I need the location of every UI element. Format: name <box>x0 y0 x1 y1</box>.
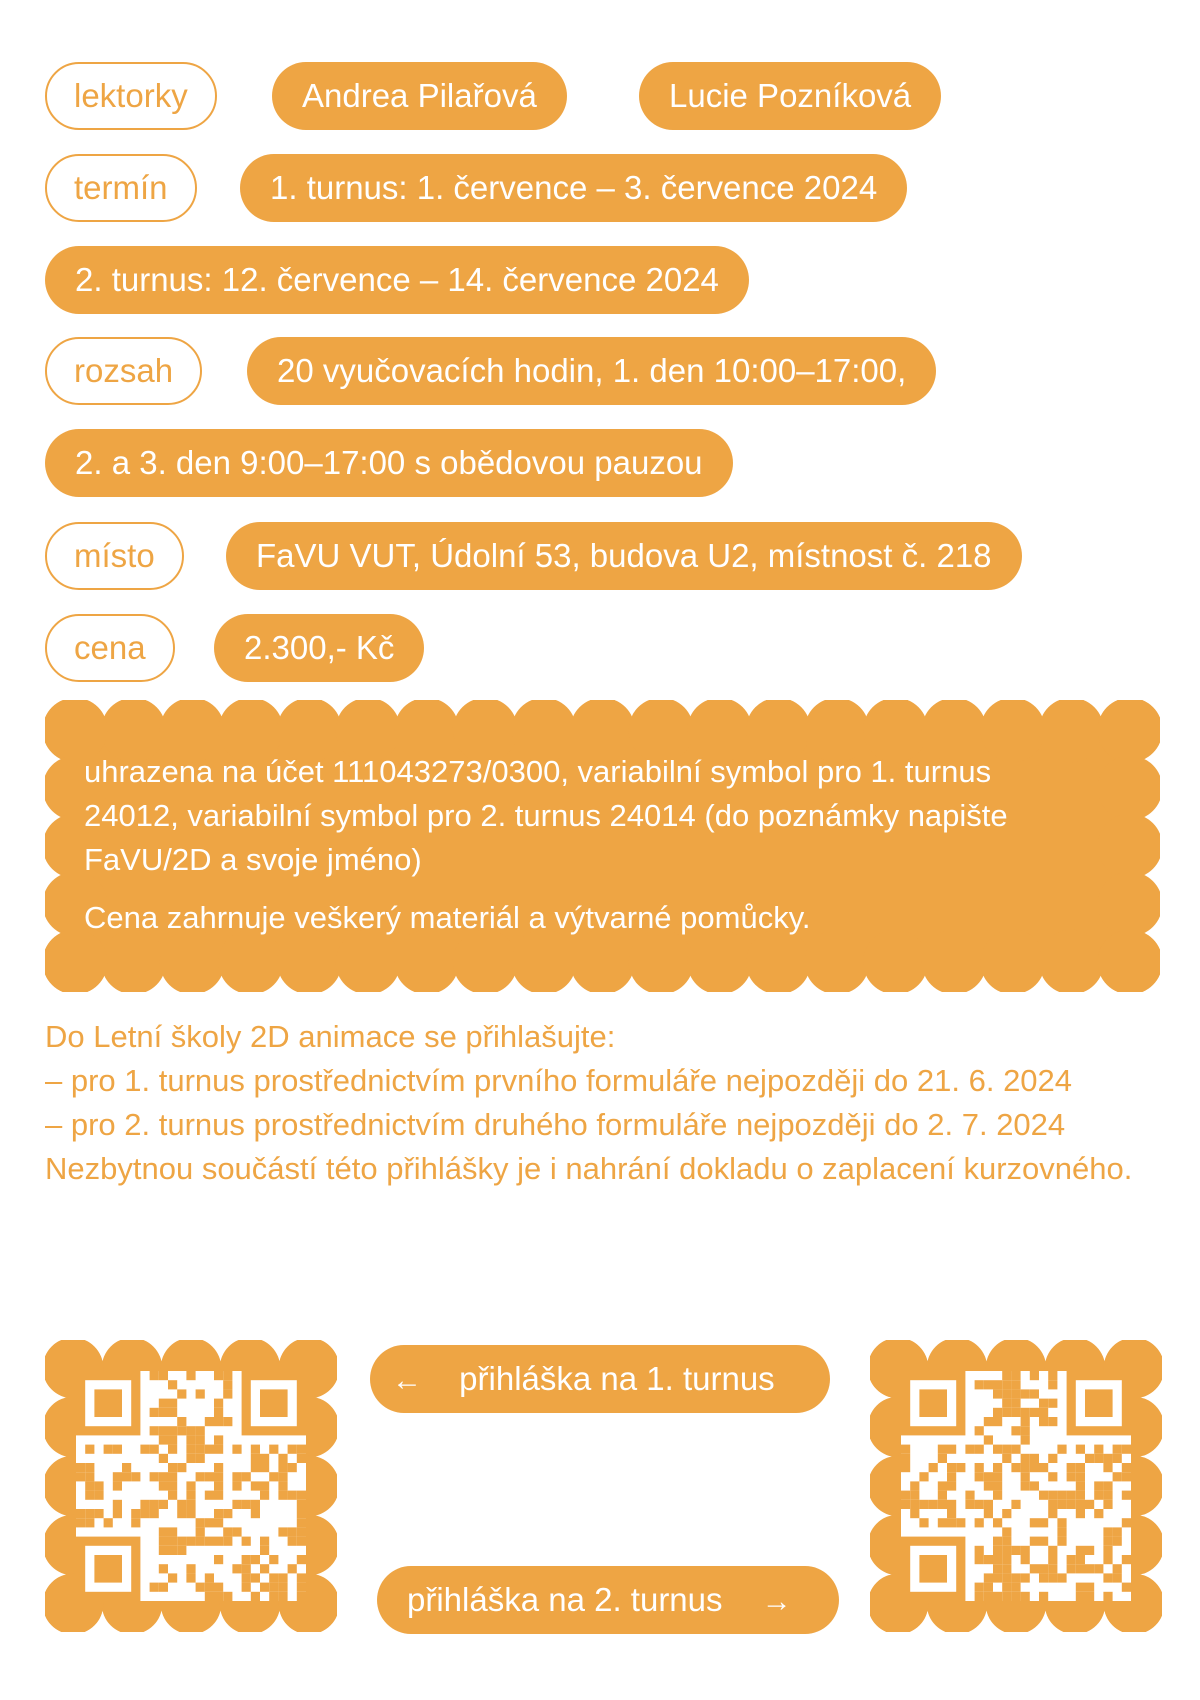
link-prihlaska-turnus-2[interactable] <box>377 1566 839 1634</box>
label-lektorky: lektorky <box>45 62 217 130</box>
label-misto: místo <box>45 522 184 590</box>
label-cena: cena <box>45 614 175 682</box>
payment-includes-text: Cena zahrnuje veškerý materiál a výtvarné pomůcky. <box>84 900 811 935</box>
registration-note: Nezbytnou součástí této přihlášky je i nahrání dokladu o zaplacení kurzovného. <box>45 1151 1133 1186</box>
registration-intro: Do Letní školy 2D animace se přihlašujte: <box>45 1019 616 1054</box>
qr-code-icon <box>76 1371 306 1601</box>
payment-account-text: uhrazena na účet 111043273/0300, variabilní symbol pro 1. turnus 24012, variabilní symbol pro 2. turnus 24014 (do poznámky napište FaVU/2D a svoje jméno) <box>84 754 1008 877</box>
registration-line-2: – pro 2. turnus prostřednictvím druhého formuláře nejpozději do 2. 7. 2024 <box>45 1107 1066 1142</box>
link-prihlaska-turnus-1[interactable] <box>370 1345 830 1413</box>
term-1: 1. turnus: 1. července – 3. července 2024 <box>240 154 907 222</box>
place: FaVU VUT, Údolní 53, budova U2, místnost č. 218 <box>226 522 1022 590</box>
lecturer-2: Lucie Pozníková <box>639 62 941 130</box>
price: 2.300,- Kč <box>214 614 424 682</box>
link-1-label: přihláška na 1. turnus <box>459 1360 775 1397</box>
registration-info <box>45 1015 1155 1191</box>
term-2: 2. turnus: 12. července – 14. července 2024 <box>45 246 749 314</box>
scope-2: 2. a 3. den 9:00–17:00 s obědovou pauzou <box>45 429 733 497</box>
qr-code-turnus-1[interactable] <box>45 1340 337 1632</box>
payment-info <box>84 750 1094 940</box>
link-2-label: přihláška na 2. turnus <box>407 1581 723 1618</box>
scope-1: 20 vyučovacích hodin, 1. den 10:00–17:00, <box>247 337 936 405</box>
qr-code-turnus-2[interactable] <box>870 1340 1162 1632</box>
label-rozsah: rozsah <box>45 337 202 405</box>
label-termin: termín <box>45 154 197 222</box>
lecturer-1: Andrea Pilařová <box>272 62 567 130</box>
arrow-left-icon: ← <box>392 1364 422 1397</box>
registration-line-1: – pro 1. turnus prostřednictvím prvního formuláře nejpozději do 21. 6. 2024 <box>45 1063 1073 1098</box>
arrow-right-icon: → <box>761 1585 792 1618</box>
qr-code-icon <box>901 1371 1131 1601</box>
